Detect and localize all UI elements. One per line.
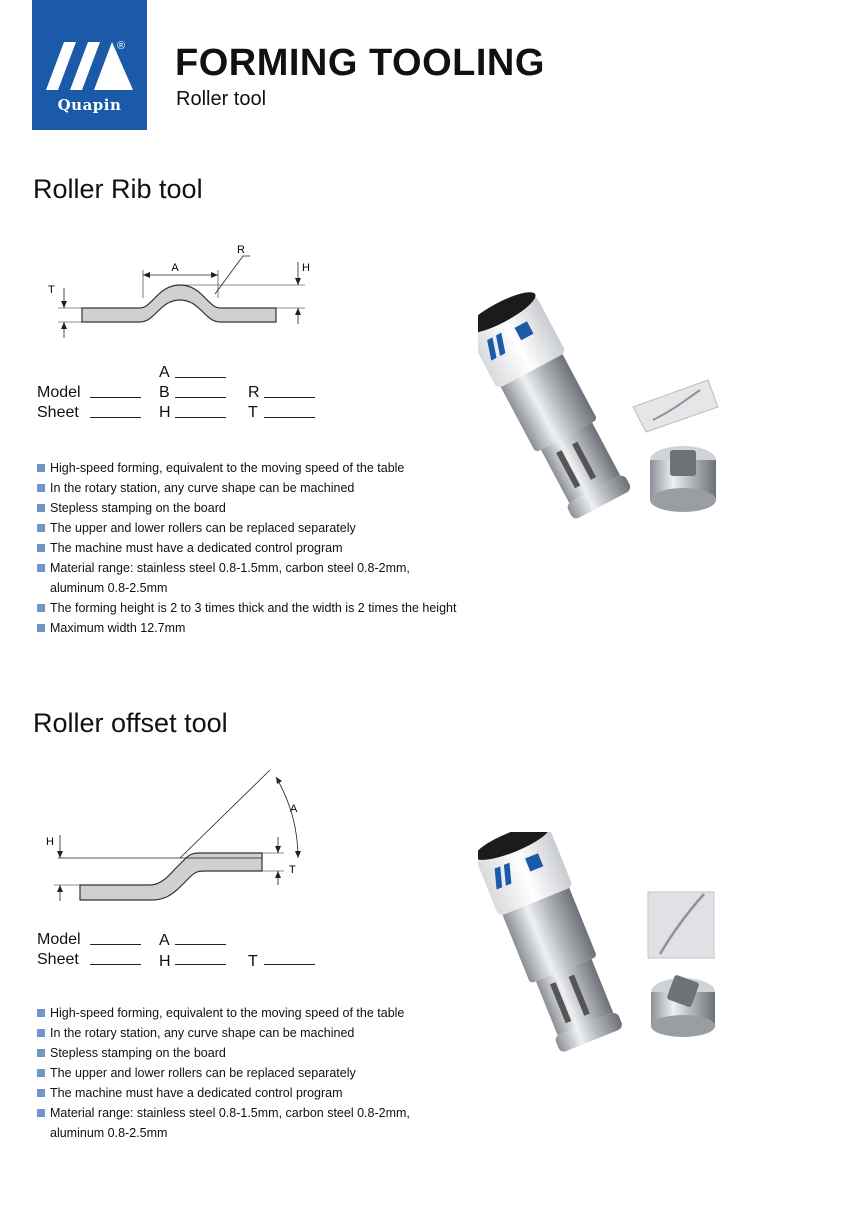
feature-item: High-speed forming, equivalent to the moving speed of the table (37, 1003, 410, 1023)
rib-spec-label-b: B (159, 384, 170, 401)
rib-diagram-label-r: R (237, 244, 245, 256)
brand-logo (32, 0, 147, 130)
roller-rib-tool-photo (478, 292, 728, 542)
rib-spec-line-model (90, 397, 141, 398)
rib-section-title: Roller Rib tool (33, 174, 203, 204)
offset-section-title: Roller offset tool (33, 708, 228, 738)
offset-profile-diagram (40, 765, 320, 905)
rib-diagram-label-h: H (302, 262, 310, 274)
rib-spec-line-r (264, 397, 315, 398)
offset-diagram-label-t: T (289, 864, 296, 876)
offset-spec-label-a: A (159, 932, 170, 949)
rib-profile-diagram (40, 240, 330, 345)
feature-item-continuation: aluminum 0.8-2.5mm (50, 581, 168, 595)
feature-item: The machine must have a dedicated control program (37, 538, 456, 558)
offset-spec-line-h (175, 964, 226, 965)
offset-plate-shape (80, 853, 262, 900)
offset-spec-line-a (175, 944, 226, 945)
rib-diagram-label-t: T (48, 284, 55, 296)
feature-item: High-speed forming, equivalent to the moving speed of the table (37, 458, 456, 478)
feature-item: In the rotary station, any curve shape can be machined (37, 478, 456, 498)
offset-spec-label-sheet: Sheet (37, 951, 79, 968)
rib-spec-label-h: H (159, 404, 171, 421)
offset-spec-line-model (90, 944, 141, 945)
feature-item: Maximum width 12.7mm (37, 618, 456, 638)
offset-spec-line-t (264, 964, 315, 965)
feature-item: Stepless stamping on the board (37, 498, 456, 518)
feature-item: The forming height is 2 to 3 times thick and the width is 2 times the height (37, 598, 456, 618)
rib-spec-label-model: Model (37, 384, 81, 401)
feature-item: Material range: stainless steel 0.8-1.5mm, carbon steel 0.8-2mm, (37, 1103, 410, 1123)
logo-text: Quapin (57, 96, 122, 114)
rib-spec-line-a (175, 377, 226, 378)
rib-diagram-label-a: A (171, 262, 179, 274)
rib-plate-shape (82, 285, 276, 322)
rib-spec-line-h (175, 417, 226, 418)
feature-item-continuation: aluminum 0.8-2.5mm (50, 1126, 168, 1140)
page-subtitle: Roller tool (176, 88, 267, 110)
offset-diagram-label-h: H (46, 836, 54, 848)
offset-feature-list (37, 1003, 410, 1143)
page-title: FORMING TOOLING (175, 42, 545, 84)
feature-item: Stepless stamping on the board (37, 1043, 410, 1063)
offset-spec-label-t: T (248, 953, 258, 970)
rib-feature-list (37, 458, 456, 638)
rib-spec-label-sheet: Sheet (37, 404, 79, 421)
offset-spec-label-model: Model (37, 931, 81, 948)
rib-spec-line-b (175, 397, 226, 398)
rib-spec-label-t: T (248, 404, 258, 421)
feature-item: Material range: stainless steel 0.8-1.5mm, carbon steel 0.8-2mm, (37, 558, 456, 578)
feature-item: The machine must have a dedicated control program (37, 1083, 410, 1103)
registered-mark: ® (117, 40, 126, 52)
rib-spec-line-t (264, 417, 315, 418)
rib-spec-label-a: A (159, 364, 170, 381)
roller-offset-tool-photo (478, 832, 728, 1062)
offset-spec-line-sheet (90, 964, 141, 965)
feature-item: The upper and lower rollers can be replaced separately (37, 518, 456, 538)
feature-item: The upper and lower rollers can be replaced separately (37, 1063, 410, 1083)
feature-item: In the rotary station, any curve shape can be machined (37, 1023, 410, 1043)
offset-diagram-label-a: A (290, 803, 298, 815)
rib-spec-line-sheet (90, 417, 141, 418)
rib-spec-label-r: R (248, 384, 260, 401)
offset-spec-label-h: H (159, 953, 171, 970)
